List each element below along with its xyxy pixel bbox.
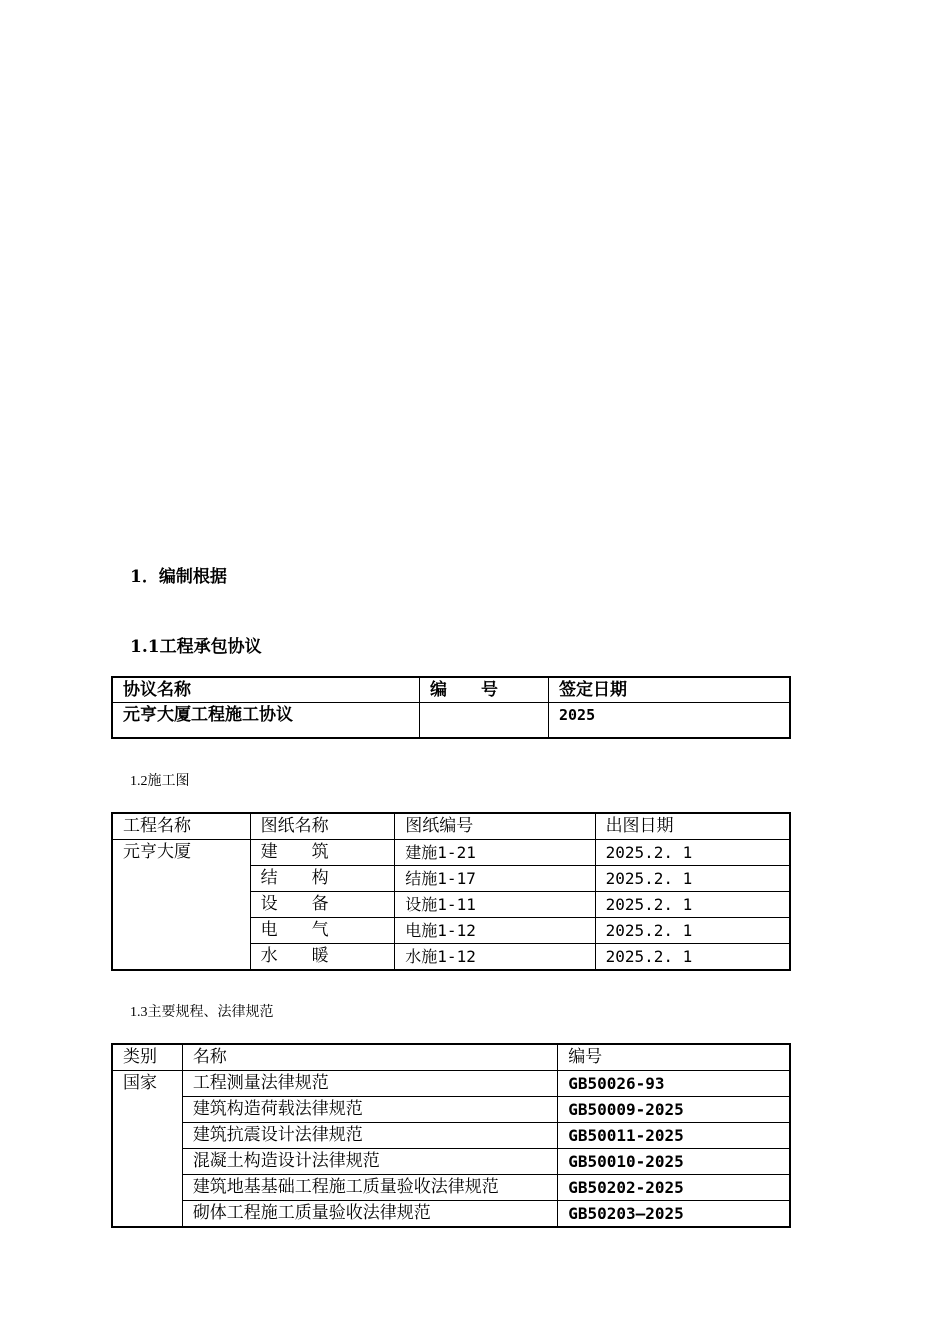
table-row [112, 1149, 790, 1175]
table-row [112, 1097, 790, 1123]
cell-contract-name: 元亨大厦工程施工协议 [112, 703, 420, 739]
cell-standard-name: 工程测量法律规范 [182, 1071, 557, 1097]
cell-standard-code: GB50202-2025 [558, 1175, 790, 1201]
cell-contract-number [420, 703, 549, 739]
header-standard-name: 名称 [182, 1044, 557, 1071]
cell-drawing-name: 设 备 [250, 892, 395, 918]
cell-standard-name: 砌体工程施工质量验收法律规范 [182, 1201, 557, 1228]
cell-drawing-name: 电 气 [250, 918, 395, 944]
cell-drawing-name: 结 构 [250, 866, 395, 892]
header-project-name: 工程名称 [112, 813, 250, 840]
cell-standard-name: 建筑构造荷载法律规范 [182, 1097, 557, 1123]
drawings-table [111, 812, 791, 971]
cell-standard-code: GB50010-2025 [558, 1149, 790, 1175]
table-row [112, 703, 790, 739]
cell-project-name: 元亨大厦 [112, 840, 250, 971]
cell-standard-code: GB50009-2025 [558, 1097, 790, 1123]
table-header-row [112, 1044, 790, 1071]
cell-drawing-number: 电施1-12 [395, 918, 595, 944]
header-category: 类别 [112, 1044, 182, 1071]
cell-standard-code: GB50026-93 [558, 1071, 790, 1097]
header-issue-date: 出图日期 [595, 813, 790, 840]
table-row [112, 1201, 790, 1228]
cell-drawing-name: 水 暖 [250, 944, 395, 971]
cell-issue-date: 2025.2. 1 [595, 944, 790, 971]
section-heading-1-1: 1.1工程承包协议 [130, 637, 262, 657]
cell-standard-name: 建筑抗震设计法律规范 [182, 1123, 557, 1149]
cell-drawing-number: 设施1-11 [395, 892, 595, 918]
header-sign-date: 签定日期 [549, 677, 791, 703]
cell-issue-date: 2025.2. 1 [595, 840, 790, 866]
cell-issue-date: 2025.2. 1 [595, 918, 790, 944]
header-contract-number: 编 号 [420, 677, 549, 703]
table-row [112, 1071, 790, 1097]
cell-issue-date: 2025.2. 1 [595, 866, 790, 892]
section-caption-1-3: 1.3主要规程、法律规范 [130, 1005, 274, 1020]
cell-category: 国家 [112, 1071, 182, 1228]
table-row [112, 840, 790, 866]
cell-standard-name: 混凝土构造设计法律规范 [182, 1149, 557, 1175]
table-row [112, 1123, 790, 1149]
table-row [112, 1175, 790, 1201]
cell-drawing-number: 建施1-21 [395, 840, 595, 866]
header-contract-name: 协议名称 [112, 677, 420, 703]
header-standard-code: 编号 [558, 1044, 790, 1071]
cell-drawing-number: 结施1-17 [395, 866, 595, 892]
cell-standard-name: 建筑地基基础工程施工质量验收法律规范 [182, 1175, 557, 1201]
cell-standard-code: GB50203—2025 [558, 1201, 790, 1228]
section-caption-1-2: 1.2施工图 [130, 774, 190, 789]
cell-issue-date: 2025.2. 1 [595, 892, 790, 918]
section-heading-1: 1．编制根据 [130, 567, 227, 587]
contract-table [111, 676, 791, 739]
header-drawing-number: 图纸编号 [395, 813, 595, 840]
header-drawing-name: 图纸名称 [250, 813, 395, 840]
standards-table [111, 1043, 791, 1228]
table-header-row [112, 813, 790, 840]
cell-drawing-name: 建 筑 [250, 840, 395, 866]
cell-drawing-number: 水施1-12 [395, 944, 595, 971]
cell-standard-code: GB50011-2025 [558, 1123, 790, 1149]
cell-sign-date: 2025 [549, 703, 791, 739]
table-header-row [112, 677, 790, 703]
